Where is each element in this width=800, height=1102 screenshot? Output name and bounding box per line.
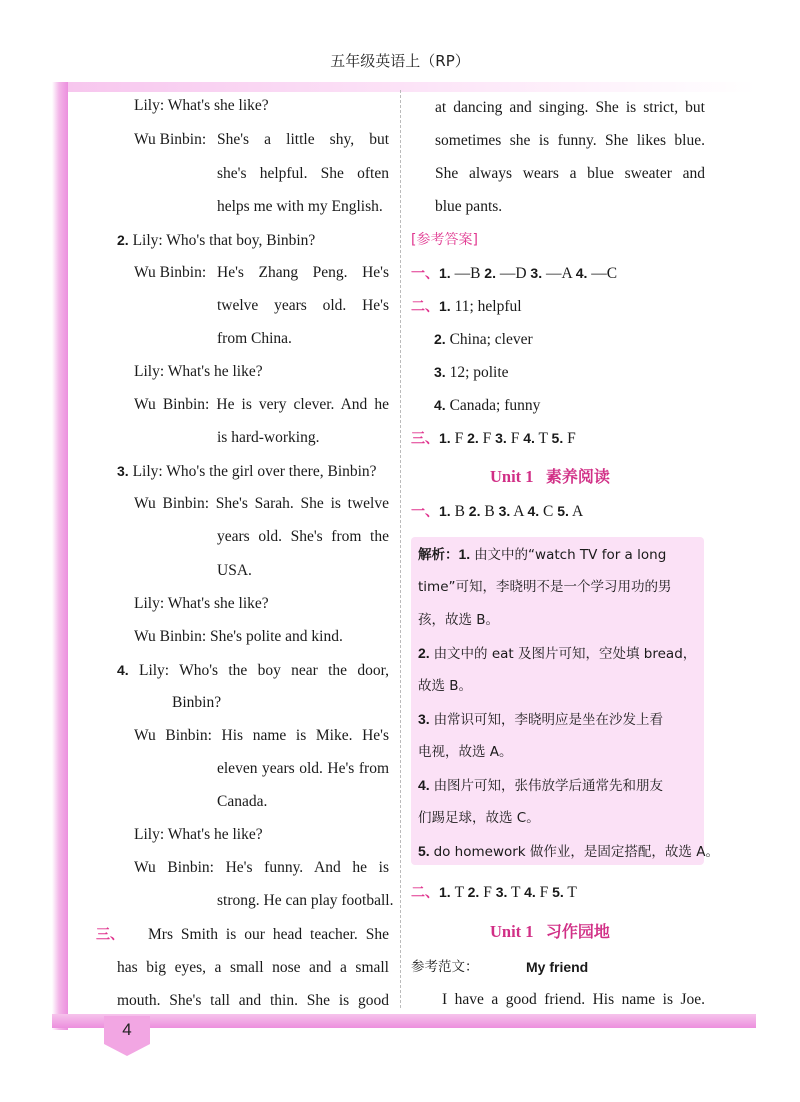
analysis-text: 电视，故选 A。 xyxy=(418,744,513,760)
answer-number: 3. xyxy=(495,430,507,446)
passage-line: Mrs Smith is our head teacher. She xyxy=(148,926,389,943)
analysis-text: 由图片可知，张伟放学后通常先和朋友 xyxy=(433,778,664,794)
analysis-number: 5. xyxy=(418,843,430,859)
section-label: 二、 xyxy=(411,299,439,315)
answer-value: —C xyxy=(587,265,618,282)
analysis-text: time”可知，李晓明不是一个学习用功的男 xyxy=(418,579,672,595)
answer-number: 3. xyxy=(498,503,511,519)
answer-value: 11; helpful xyxy=(454,298,522,315)
analysis-text: 故选 B。 xyxy=(418,678,473,694)
answer-value: T xyxy=(450,884,468,901)
dialogue-text: twelve years old. He's xyxy=(217,297,389,314)
dialogue-line: Wu Binbin: He's funny. And he is xyxy=(134,859,389,876)
question-3-line xyxy=(117,461,377,482)
dialogue-line xyxy=(134,130,206,150)
answer-number: 1. xyxy=(439,884,451,900)
reading-answer-row-2 xyxy=(411,882,577,903)
speaker: Wu Binbin: xyxy=(134,264,207,281)
answer-value: T xyxy=(534,430,552,447)
dialogue-text: Lily: Who's that boy, Binbin? xyxy=(128,232,316,249)
answer-number: 3. xyxy=(434,364,446,380)
section-label: 三、 xyxy=(96,927,124,943)
dialogue-text: strong. He can play football. xyxy=(217,892,394,909)
answer-row-2-3 xyxy=(434,362,509,383)
analysis-number: 3. xyxy=(418,711,430,727)
answer-value: 12; polite xyxy=(449,364,509,381)
section-label: 一、 xyxy=(411,266,439,282)
answer-number: 1. xyxy=(439,430,451,446)
question-4-line xyxy=(117,660,389,681)
page-number: 4 xyxy=(122,1020,132,1039)
reading-answer-row-1 xyxy=(411,501,583,522)
dialogue-line: Lily: What's she like? xyxy=(134,595,269,612)
answer-value: T xyxy=(563,884,577,901)
frame-left-border xyxy=(52,82,68,1030)
answer-value: F xyxy=(535,884,553,901)
unit-title: Unit 1 xyxy=(490,467,534,486)
answer-number: 5. xyxy=(551,430,564,446)
answer-number: 1. xyxy=(439,298,451,314)
answer-number: 4. xyxy=(575,265,588,281)
answer-value: —D xyxy=(495,265,531,282)
dialogue-text: helps me with my English. xyxy=(217,198,383,215)
analysis-number: 4. xyxy=(418,777,430,793)
answer-number: 4. xyxy=(527,503,540,519)
answer-value: F xyxy=(479,884,496,901)
answer-row-2-2 xyxy=(434,329,533,350)
analysis-line xyxy=(418,643,696,664)
analysis-line xyxy=(418,775,663,796)
answer-value: F xyxy=(563,430,576,447)
dialogue-line: Wu Binbin: She's polite and kind. xyxy=(134,628,343,645)
answer-value: B xyxy=(450,503,469,520)
dialogue-text: Canada. xyxy=(217,793,268,810)
analysis-text: do homework 做作业，是固定搭配，故选 A。 xyxy=(433,844,719,860)
dialogue-line: Wu Binbin: She's Sarah. She is twelve xyxy=(134,495,389,512)
answer-row-1 xyxy=(411,263,617,284)
passage-line: She always wears a blue sweater and xyxy=(435,165,705,182)
dialogue-line: Wu Binbin: He is very clever. And he xyxy=(134,396,389,413)
answer-number: 4. xyxy=(434,397,446,413)
answer-number: 2. xyxy=(468,503,481,519)
page-title: 五年级英语上（RP） xyxy=(330,52,470,70)
answer-value: —A xyxy=(542,265,576,282)
answer-number: 5. xyxy=(552,884,564,900)
answer-value: Canada; funny xyxy=(449,397,541,414)
answer-number: 2. xyxy=(484,265,496,281)
dialogue-text: years old. She's from the xyxy=(217,528,389,545)
passage-line: has big eyes, a small nose and a small xyxy=(117,959,389,976)
section-label: 二、 xyxy=(411,885,439,901)
answer-value: A xyxy=(568,503,584,520)
dialogue-text: is hard-working. xyxy=(217,429,320,446)
answer-value: F xyxy=(506,430,524,447)
passage-line: blue pants. xyxy=(435,198,503,215)
frame-bottom-border xyxy=(52,1014,756,1028)
dialogue-text: She's a little shy, but xyxy=(217,131,389,148)
question-number: 2. xyxy=(117,232,129,248)
passage-line: at dancing and singing. She is strict, but xyxy=(435,99,705,116)
answer-value: C xyxy=(539,503,558,520)
section-label: 一、 xyxy=(411,504,439,520)
analysis-line xyxy=(418,709,663,730)
section-label: 三、 xyxy=(411,431,439,447)
answer-value: B xyxy=(480,503,499,520)
reference-answer-label: 参考答案 xyxy=(416,232,473,248)
dialogue-text: Lily: Who's the girl over there, Binbin? xyxy=(128,463,377,480)
analysis-number: 1. xyxy=(458,546,471,562)
dialogue-text: Lily: Who's the boy near the door, xyxy=(128,662,389,679)
passage-line: mouth. She's tall and thin. She is good xyxy=(117,992,389,1009)
answer-value: —B xyxy=(450,265,485,282)
answer-number: 2. xyxy=(467,884,480,900)
analysis-text: 由常识可知，李晓明应是坐在沙发上看 xyxy=(433,712,664,728)
dialogue-text: He's Zhang Peng. He's xyxy=(217,264,389,281)
answer-value: F xyxy=(478,430,496,447)
unit-title: Unit 1 xyxy=(490,922,534,941)
answer-number: 3. xyxy=(495,884,508,900)
answer-value: A xyxy=(510,503,528,520)
dialogue-text: she's helpful. She often xyxy=(217,165,389,182)
unit-heading-reading xyxy=(490,464,610,487)
analysis-text: 孩，故选 B。 xyxy=(418,612,500,628)
analysis-text: 由文中的 eat 及图片可知，空处填 bread， xyxy=(433,646,697,662)
dialogue-line: Lily: What's he like? xyxy=(134,826,263,843)
analysis-text: 由文中的“watch TV for a long xyxy=(474,547,667,563)
dialogue-text: eleven years old. He's from xyxy=(217,760,389,777)
question-2-line xyxy=(117,230,315,251)
dialogue-line: Lily: What's she like? xyxy=(134,97,269,114)
sample-essay-line: I have a good friend. His name is Joe. xyxy=(442,991,705,1008)
answer-number: 1. xyxy=(439,503,451,519)
answer-value: F xyxy=(450,430,468,447)
analysis-label: 解析： xyxy=(418,547,459,563)
passage-line: sometimes she is funny. She likes blue. xyxy=(435,132,705,149)
sample-essay-title: My friend xyxy=(526,959,589,975)
answer-value: T xyxy=(507,884,525,901)
question-number: 4. xyxy=(117,662,129,678)
reference-answer-heading: [参考答案] xyxy=(411,232,478,248)
analysis-line xyxy=(418,841,719,862)
speaker: Wu Binbin: xyxy=(134,131,207,148)
answer-value: China; clever xyxy=(449,331,533,348)
answer-row-2-4 xyxy=(434,395,540,416)
unit-subtitle: 习作园地 xyxy=(545,922,610,941)
analysis-line xyxy=(418,544,666,565)
answer-row-3 xyxy=(411,428,576,449)
unit-subtitle: 素养阅读 xyxy=(545,467,610,486)
dialogue-text: Binbin? xyxy=(172,694,222,711)
analysis-text: 们踢足球，故选 C。 xyxy=(418,810,540,826)
question-number: 3. xyxy=(117,463,129,479)
answer-number: 3. xyxy=(530,265,543,281)
frame-top-border xyxy=(66,82,756,92)
analysis-number: 2. xyxy=(418,645,430,661)
column-divider xyxy=(400,90,401,1008)
answer-number: 4. xyxy=(523,430,535,446)
dialogue-line: Wu Binbin: His name is Mike. He's xyxy=(134,727,389,744)
answer-number: 2. xyxy=(467,430,479,446)
sample-essay-label: 参考范文： xyxy=(411,959,479,975)
answer-number: 1. xyxy=(439,265,451,281)
answer-number: 2. xyxy=(434,331,446,347)
answer-number: 4. xyxy=(524,884,536,900)
dialogue-text: USA. xyxy=(217,562,252,579)
dialogue-line: Lily: What's he like? xyxy=(134,363,263,380)
answer-number: 5. xyxy=(557,503,569,519)
dialogue-text: from China. xyxy=(217,330,292,347)
answer-row-2-1 xyxy=(411,296,522,317)
unit-heading-writing xyxy=(490,919,610,942)
